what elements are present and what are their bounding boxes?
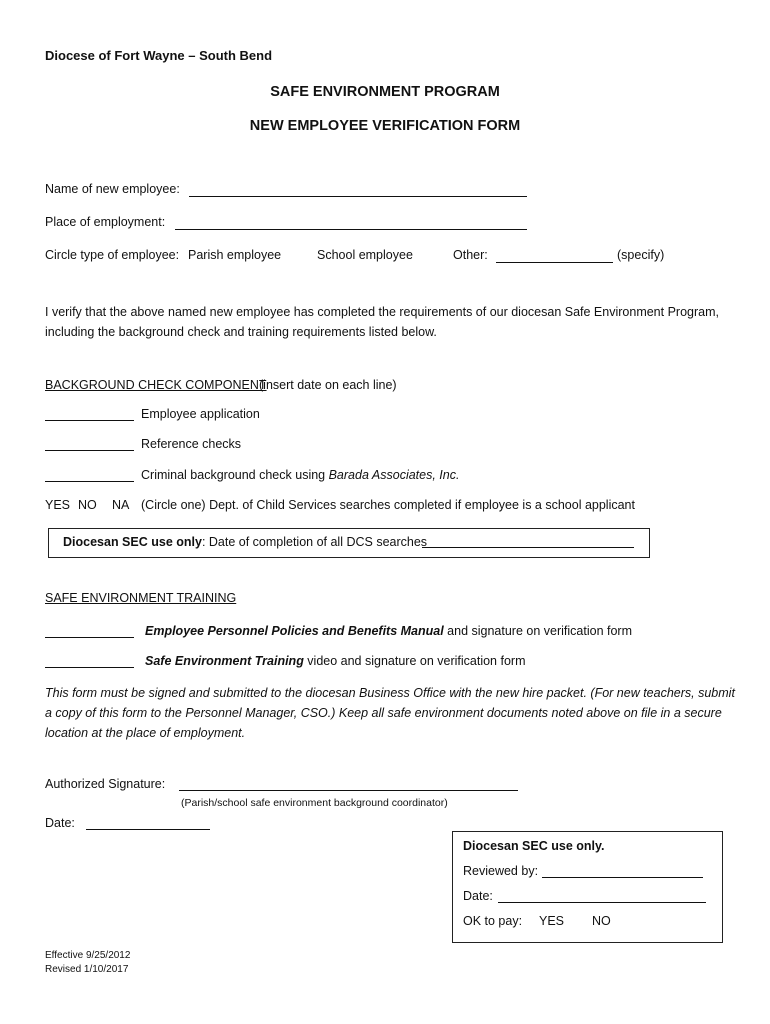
criminal-date-field[interactable] <box>45 481 134 482</box>
ok-no[interactable]: NO <box>592 914 611 928</box>
program-title: SAFE ENVIRONMENT PROGRAM <box>270 84 500 100</box>
reviewed-label: Reviewed by: <box>463 864 539 878</box>
reference-label: Reference checks <box>141 437 242 451</box>
dcs-completion-date-field[interactable] <box>422 547 634 548</box>
training-label: Safe Environment Training video and signature on verification form <box>145 654 526 668</box>
application-label: Employee application <box>141 407 260 421</box>
type-other[interactable]: Other: <box>453 248 488 262</box>
form-title: NEW EMPLOYEE VERIFICATION FORM <box>249 118 521 134</box>
name-field[interactable] <box>189 196 527 197</box>
verify-paragraph: I verify that the above named new employee has completed the requirements of our diocesan Safe Environment Program, including the background check and training requirements listed below. <box>45 305 719 339</box>
sec-box-text: Diocesan SEC use only: Date of completion of all DCS searches <box>63 535 428 549</box>
dcs-na[interactable]: NA <box>112 498 130 512</box>
manual-date-field[interactable] <box>45 637 134 638</box>
date-label: Date: <box>45 816 75 830</box>
training-date-field[interactable] <box>45 667 134 668</box>
dcs-text: (Circle one) Dept. of Child Services searches completed if employee is a school applicant <box>141 498 635 512</box>
name-label: Name of new employee: <box>45 182 180 196</box>
reference-date-field[interactable] <box>45 450 134 451</box>
date-field[interactable] <box>86 829 210 830</box>
background-heading: BACKGROUND CHECK COMPONENT <box>45 378 267 392</box>
signature-field[interactable] <box>179 790 518 791</box>
dcs-yes[interactable]: YES <box>45 498 71 512</box>
background-note: (insert date on each line) <box>259 378 397 392</box>
ok-to-pay-label: OK to pay: <box>463 914 523 928</box>
type-specify: (specify) <box>617 248 665 262</box>
office-box-title: Diocesan SEC use only. <box>463 839 605 853</box>
effective-date: Effective 9/25/2012 <box>45 950 131 961</box>
signature-note: (Parish/school safe environment background coordinator) <box>181 797 448 809</box>
diocese-name: Diocese of Fort Wayne – South Bend <box>45 48 273 63</box>
application-date-field[interactable] <box>45 420 134 421</box>
office-date-field[interactable] <box>498 902 706 903</box>
type-school[interactable]: School employee <box>317 248 413 262</box>
criminal-label: Criminal background check using Barada Associates, Inc. <box>141 468 460 482</box>
other-field[interactable] <box>496 262 613 263</box>
signature-label: Authorized Signature: <box>45 777 166 791</box>
training-heading: SAFE ENVIRONMENT TRAINING <box>45 591 237 605</box>
manual-label: Employee Personnel Policies and Benefits Manual and signature on verification form <box>145 624 632 638</box>
dcs-no[interactable]: NO <box>78 498 97 512</box>
office-date-label: Date: <box>463 889 493 903</box>
revised-date: Revised 1/10/2017 <box>45 964 129 975</box>
type-parish[interactable]: Parish employee <box>188 248 282 262</box>
place-field[interactable] <box>175 229 527 230</box>
instructions-paragraph: This form must be signed and submitted to the diocesan Business Office with the new hire packet. (For new teachers, submit a copy of this form to the Personnel Manager, CSO.) Keep all safe environment documents noted above on file in a secure location at the place of employment. <box>45 686 735 740</box>
place-label: Place of employment: <box>45 215 166 229</box>
ok-yes[interactable]: YES <box>539 914 565 928</box>
reviewed-field[interactable] <box>542 877 703 878</box>
type-label: Circle type of employee: <box>45 248 180 262</box>
